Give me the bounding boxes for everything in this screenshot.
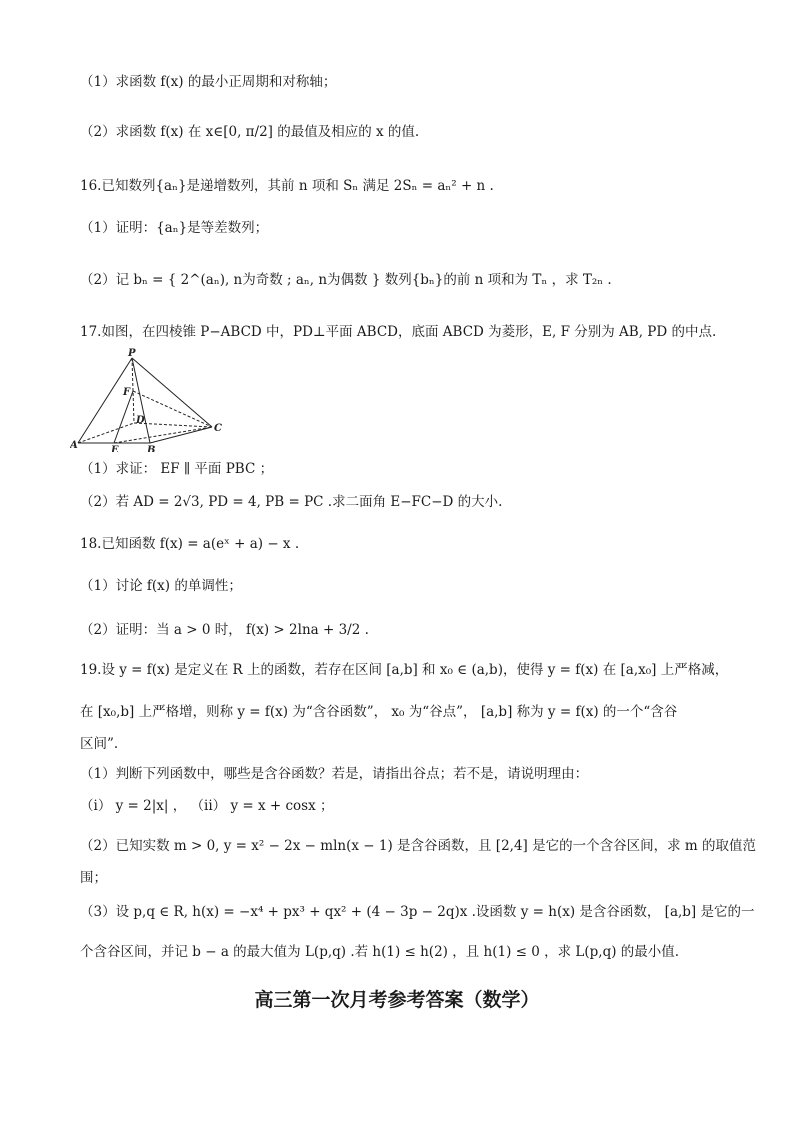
label-a: A [70, 440, 78, 451]
answer-title: 高三第一次月考参考答案（数学） [254, 989, 540, 1011]
segment-fc [133, 391, 212, 427]
label-b: B [147, 445, 156, 452]
line-6: 17.如图，在四棱锥 P−ABCD 中，PD⊥平面 ABCD，底面 ABCD 为菱形，E, F 分别为 AB, PD 的中点. [80, 324, 717, 340]
line-20: 个含谷区间，并记 b − a 的最大值为 L(p,q) .若 h(1) ≤ h(2) ，且 h(1) ≤ 0 ，求 L(p,q) 的最小值. [80, 944, 680, 960]
line-15: （1）判断下列函数中，哪些是含谷函数？若是，请指出谷点；若不是，请说明理由： [80, 766, 589, 782]
line-8: （2）若 AD = 2√3, PD = 4, PB = PC .求二面角 E−FC−D 的大小. [80, 494, 503, 510]
line-18: 围； [80, 870, 107, 886]
line-1: （1）求函数 f(x) 的最小正周期和对称轴； [80, 74, 337, 90]
label-c: C [214, 423, 222, 434]
line-2: （2）求函数 f(x) 在 x∈[0, π/2] 的最值及相应的 x 的值. [80, 124, 420, 140]
line-13: 在 [x₀,b] 上严格增，则称 y = f(x) 为“含谷函数”， x₀ 为“谷点”， [a,b] 称为 y = f(x) 的一个“含谷 [80, 704, 678, 720]
line-12: 19.设 y = f(x) 是定义在 R 上的函数，若存在区间 [a,b] 和 x₀ ∈ (a,b)，使得 y = f(x) 在 [a,x₀] 上严格减， [80, 662, 729, 678]
label-d: D [136, 415, 145, 426]
line-14: 区间”. [80, 736, 119, 752]
edge-bc [150, 427, 212, 443]
label-e: E [111, 445, 119, 452]
line-7: （1）求证： EF ∥ 平面 PBC ； [80, 461, 274, 477]
line-17: （2）已知实数 m > 0, y = x² − 2x − mln(x − 1) 是含谷函数，且 [2,4] 是它的一个含谷区间，求 m 的取值范 [80, 838, 756, 854]
pyramid-figure [70, 347, 240, 452]
line-5: （2）记 bₙ = { 2^(aₙ), n为奇数 ; aₙ, n为偶数 } 数列{bₙ}的前 n 项和为 Tₙ ，求 T₂ₙ . [80, 272, 612, 288]
line-9: 18.已知函数 f(x) = a(eˣ + a) − x . [80, 536, 300, 552]
segment-ef [114, 391, 133, 443]
line-16: （i） y = 2|x| ， （ii） y = x + cosx ； [80, 798, 334, 814]
edge-pa [78, 358, 132, 443]
line-19: （3）设 p,q ∈ R, h(x) = −x⁴ + px³ + qx² + (4 − 3p − 2q)x .设函数 y = h(x) 是含谷函数， [a,b] 是它的一 [80, 904, 755, 920]
segment-ec [114, 427, 212, 443]
edge-ad [78, 423, 134, 443]
line-10: （1）讨论 f(x) 的单调性； [80, 578, 242, 594]
line-4: （1）证明：{aₙ}是等差数列； [80, 220, 269, 236]
label-f: F [123, 387, 131, 398]
label-p: P [128, 348, 136, 359]
line-3: 16.已知数列{aₙ}是递增数列，其前 n 项和 Sₙ 满足 2Sₙ = aₙ² + n . [80, 178, 494, 194]
line-11: （2）证明：当 a > 0 时， f(x) > 2lna + 3/2 . [80, 622, 369, 638]
